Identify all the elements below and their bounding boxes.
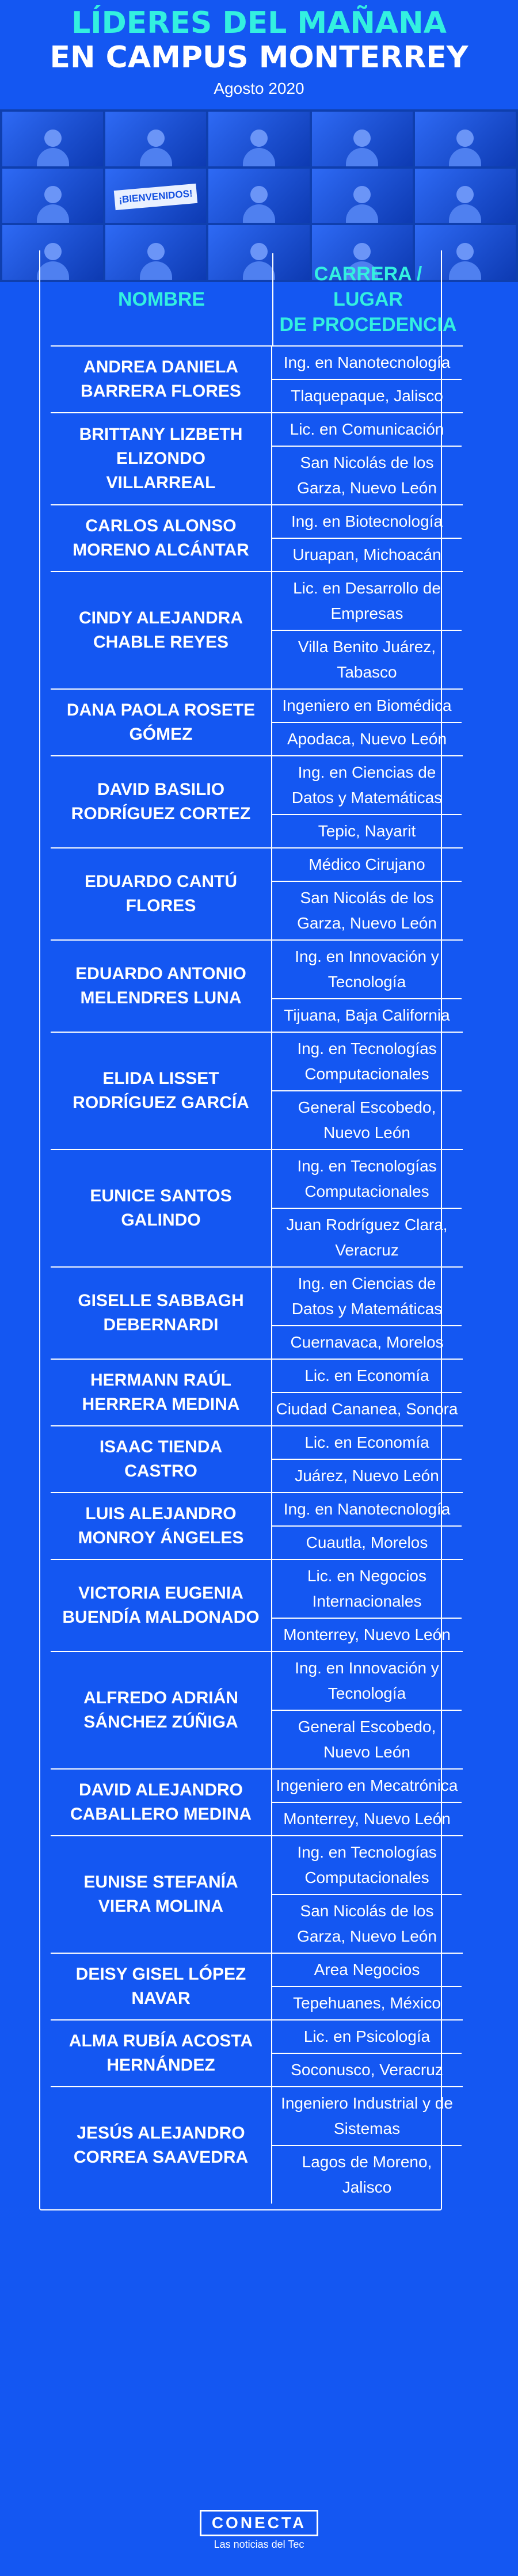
student-detail <box>272 756 462 847</box>
student-name: EUNISE STEFANÍA VIERA MOLINA <box>51 1836 272 1953</box>
title-line-1: LÍDERES DEL MAÑANA <box>71 6 447 40</box>
table-row <box>51 847 463 939</box>
person-icon <box>140 130 172 166</box>
student-name: BRITTANY LIZBETH ELIZONDO VILLARREAL <box>51 413 272 504</box>
student-detail <box>272 1770 462 1835</box>
student-name: DANA PAOLA ROSETE GÓMEZ <box>51 690 272 755</box>
title-line-2: EN CAMPUS MONTERREY <box>49 40 469 75</box>
table-row <box>51 1266 463 1359</box>
student-career: Ing. en Biotecnología <box>291 512 443 530</box>
student-career: Médico Cirujano <box>308 855 425 873</box>
student-career: Lic. en Desarrollo de Empresas <box>293 579 441 622</box>
student-name: DAVID ALEJANDRO CABALLERO MEDINA <box>51 1770 272 1835</box>
person-icon <box>243 130 275 166</box>
student-name: LUIS ALEJANDRO MONROY ÁNGELES <box>51 1493 272 1559</box>
participant-photo <box>312 112 413 166</box>
person-icon <box>37 130 69 166</box>
student-name: CARLOS ALONSO MORENO ALCÁNTAR <box>51 505 272 571</box>
student-detail <box>272 1150 462 1266</box>
welcome-sign: ¡BIENVENIDOS! <box>114 183 198 210</box>
participant-photo <box>208 112 309 166</box>
student-detail <box>272 347 462 412</box>
student-career: Lic. en Economía <box>304 1367 429 1384</box>
table-row <box>51 1651 463 1768</box>
student-career: Lic. en Economía <box>304 1433 429 1451</box>
student-hometown: Apodaca, Nuevo León <box>272 722 462 755</box>
student-name: ISAAC TIENDA CASTRO <box>51 1426 272 1492</box>
student-career: Ing. en Innovación y Tecnología <box>295 948 439 991</box>
student-name: ALMA RUBÍA ACOSTA HERNÁNDEZ <box>51 2021 272 2086</box>
student-name: ELIDA LISSET RODRÍGUEZ GARCÍA <box>51 1033 272 1149</box>
student-career: Ing. en Nanotecnología <box>283 353 451 371</box>
student-detail <box>272 1493 462 1559</box>
student-hometown: Tepehuanes, México <box>272 1986 462 2019</box>
student-name: EDUARDO CANTÚ FLORES <box>51 848 272 939</box>
table-row <box>51 1359 463 1425</box>
table-row <box>51 1149 463 1266</box>
participant-photo <box>2 112 103 166</box>
student-name: EUNICE SANTOS GALINDO <box>51 1150 272 1266</box>
student-name: JESÚS ALEJANDRO CORREA SAAVEDRA <box>51 2087 272 2204</box>
participant-photo <box>415 169 516 223</box>
student-detail <box>272 505 462 571</box>
table-row <box>51 504 463 571</box>
student-name: CINDY ALEJANDRA CHABLE REYES <box>51 572 272 688</box>
student-career: Ing. en Tecnologías Computacionales <box>297 1843 437 1886</box>
student-career: Lic. en Comunicación <box>290 420 444 438</box>
participant-photo <box>105 112 206 166</box>
student-detail <box>272 1560 462 1651</box>
student-name: DAVID BASILIO RODRÍGUEZ CORTEZ <box>51 756 272 847</box>
table-row <box>51 345 463 412</box>
student-detail <box>272 572 462 688</box>
student-hometown: General Escobedo, Nuevo León <box>272 1090 462 1149</box>
table-row <box>51 571 463 688</box>
participant-photo <box>415 112 516 166</box>
person-icon <box>449 186 481 223</box>
student-detail <box>272 1268 462 1359</box>
student-name: ALFREDO ADRIÁN SÁNCHEZ ZÚÑIGA <box>51 1652 272 1768</box>
student-detail <box>272 848 462 939</box>
person-icon <box>346 186 378 223</box>
student-career: Lic. en Psicología <box>303 2027 431 2045</box>
student-career: Ingeniero en Biomédica <box>282 697 452 714</box>
student-name: EDUARDO ANTONIO MELENDRES LUNA <box>51 941 272 1032</box>
student-name: GISELLE SABBAGH DEBERNARDI <box>51 1268 272 1359</box>
student-hometown: Cuautla, Morelos <box>272 1525 462 1559</box>
table-row <box>51 755 463 847</box>
participant-photo <box>312 169 413 223</box>
conecta-logo[interactable]: CONECTA <box>200 2510 318 2536</box>
column-header-career-origin-label: CARRERA / LUGAR DE PROCEDENCIA <box>279 263 457 336</box>
student-career: Ing. en Ciencias de Datos y Matemáticas <box>291 763 443 806</box>
student-detail <box>272 1836 462 1953</box>
table-row <box>51 2086 463 2204</box>
student-hometown: General Escobedo, Nuevo León <box>272 1710 462 1768</box>
person-icon <box>37 186 69 223</box>
student-career: Ing. en Tecnologías Computacionales <box>297 1040 437 1083</box>
table-row <box>51 412 463 504</box>
date-subtitle: Agosto 2020 <box>214 79 304 97</box>
column-header-name: NOMBRE <box>51 253 273 345</box>
student-detail <box>272 2087 462 2204</box>
column-header-career-origin <box>273 253 463 345</box>
table-row <box>51 1425 463 1492</box>
student-detail <box>272 1426 462 1492</box>
person-icon <box>243 186 275 223</box>
table-row <box>51 688 463 755</box>
participant-photo <box>208 169 309 223</box>
student-detail <box>272 941 462 1032</box>
student-name: DEISY GISEL LÓPEZ NAVAR <box>51 1954 272 2019</box>
student-name: VICTORIA EUGENIA BUENDÍA MALDONADO <box>51 1560 272 1651</box>
table-row <box>51 939 463 1032</box>
person-icon <box>346 130 378 166</box>
student-hometown: Villa Benito Juárez, Tabasco <box>272 630 462 688</box>
student-detail <box>272 1954 462 2019</box>
footer-tagline: Las noticias del Tec <box>214 2539 304 2550</box>
table-row <box>51 2019 463 2086</box>
leaders-table <box>51 253 463 2204</box>
student-hometown: San Nicolás de los Garza, Nuevo León <box>272 446 462 504</box>
student-detail <box>272 2021 462 2086</box>
student-detail <box>272 1033 462 1149</box>
footer <box>0 2510 518 2551</box>
header <box>0 0 518 109</box>
student-hometown: Cuernavaca, Morelos <box>272 1325 462 1359</box>
student-hometown: Monterrey, Nuevo León <box>272 1618 462 1651</box>
student-hometown: Lagos de Moreno, Jalisco <box>272 2145 462 2204</box>
student-career: Ingeniero Industrial y de Sistemas <box>281 2094 453 2137</box>
welcome-sign-photo <box>105 169 206 223</box>
student-name: ANDREA DANIELA BARRERA FLORES <box>51 347 272 412</box>
student-hometown: San Nicolás de los Garza, Nuevo León <box>272 881 462 939</box>
student-hometown: Tlaquepaque, Jalisco <box>272 379 462 412</box>
student-detail <box>272 1652 462 1768</box>
table-header <box>51 253 463 345</box>
table-row <box>51 1768 463 1835</box>
student-hometown: Soconusco, Veracruz <box>272 2053 462 2086</box>
student-career: Ingeniero en Mecatrónica <box>276 1776 458 1794</box>
student-hometown: Tepic, Nayarit <box>272 814 462 847</box>
table-row <box>51 1492 463 1559</box>
table-row <box>51 1835 463 1953</box>
person-icon <box>449 130 481 166</box>
student-career: Lic. en Negocios Internacionales <box>307 1567 426 1610</box>
student-hometown: Tijuana, Baja California <box>272 998 462 1032</box>
student-career: Ing. en Innovación y Tecnología <box>295 1659 439 1702</box>
student-career: Area Negocios <box>314 1961 420 1978</box>
table-row <box>51 1032 463 1149</box>
student-career: Ing. en Tecnologías Computacionales <box>297 1157 437 1200</box>
table-body <box>51 345 463 2204</box>
student-hometown: Juan Rodríguez Clara, Veracruz <box>272 1208 462 1266</box>
student-detail <box>272 1360 462 1425</box>
student-hometown: Uruapan, Michoacán <box>272 538 462 571</box>
student-hometown: Monterrey, Nuevo León <box>272 1802 462 1835</box>
student-hometown: Ciudad Cananea, Sonora <box>272 1392 462 1425</box>
student-hometown: Juárez, Nuevo León <box>272 1459 462 1492</box>
student-career: Ing. en Ciencias de Datos y Matemáticas <box>291 1274 443 1318</box>
student-detail <box>272 690 462 755</box>
student-detail <box>272 413 462 504</box>
student-hometown: San Nicolás de los Garza, Nuevo León <box>272 1894 462 1953</box>
student-career: Ing. en Nanotecnología <box>283 1500 451 1518</box>
table-row <box>51 1559 463 1651</box>
student-name: HERMANN RAÚL HERRERA MEDINA <box>51 1360 272 1425</box>
participant-photo <box>2 169 103 223</box>
table-row <box>51 1953 463 2019</box>
